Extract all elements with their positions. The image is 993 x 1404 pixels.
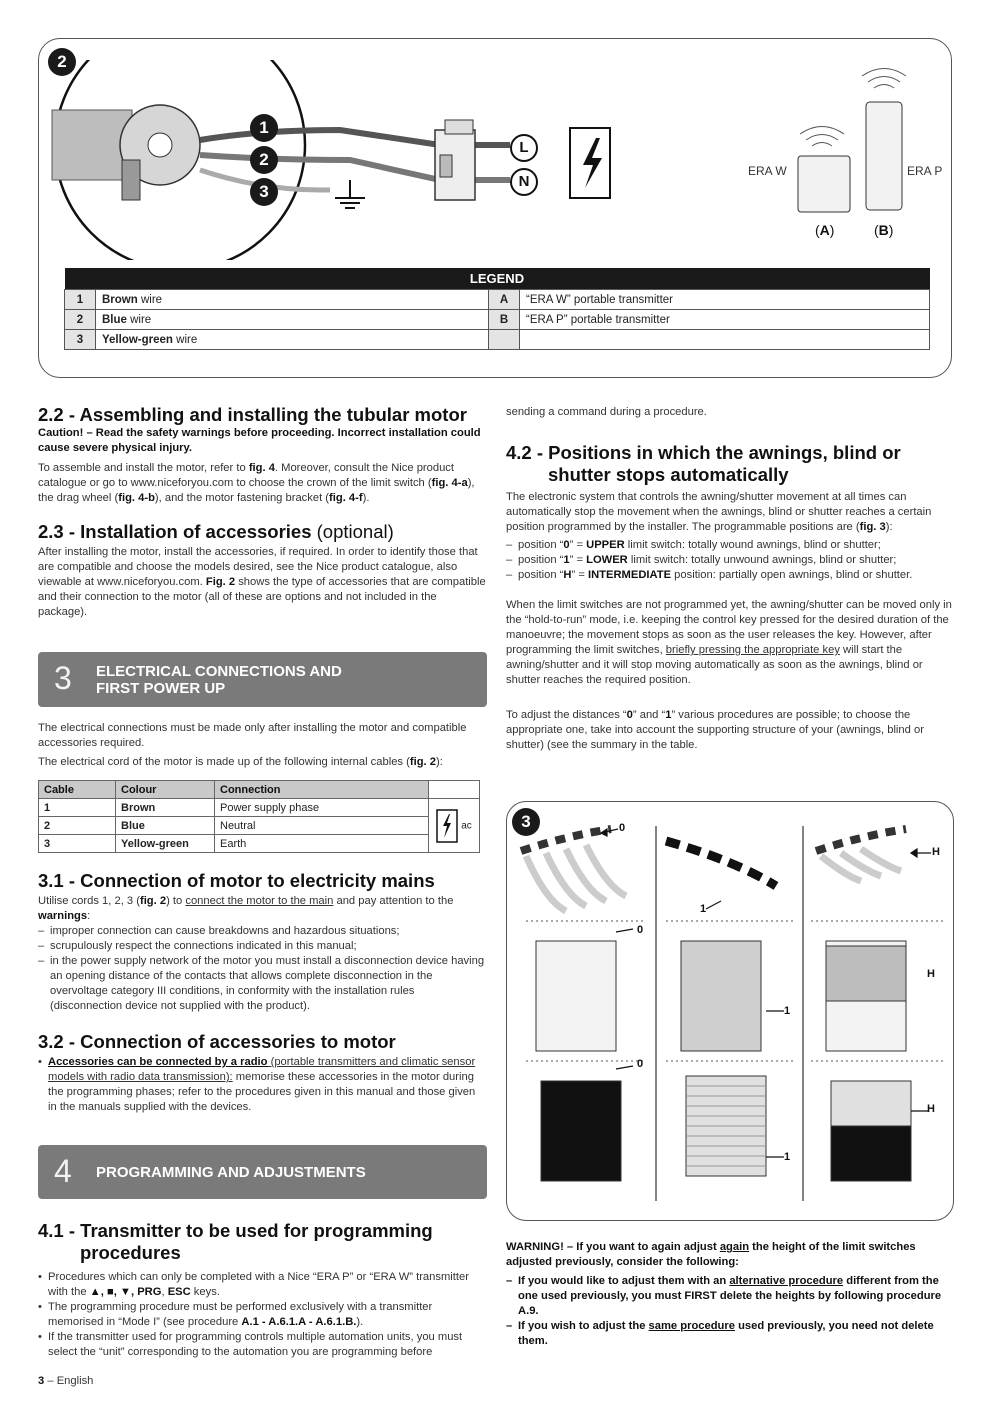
figure-badge: 3 xyxy=(512,808,540,836)
warning-text: WARNING! – If you want to again adjust again the height of the limit switches adjusted previously, consider the following: xyxy=(506,1241,916,1268)
list-item: • Accessories can be connected by a radio (portable transmitters and climatic sensor models with radio data transmission): memorise these accessories in the motor during the programming phases; refer to the procedures given in this manual and those given in the manuals supplied with the devices. xyxy=(38,1055,487,1115)
legend-value: Yellow-green wire xyxy=(96,330,489,350)
section-banner-4 xyxy=(38,1145,487,1199)
paragraph: The electronic system that controls the awning/shutter movement at all times can automatically stop the movement when the awnings, blind or shutter reaches a certain position programmed by the installer. The programmable positions are (fig. 3): xyxy=(506,491,932,533)
list-item: – improper connection can cause breakdowns and hazardous situations; xyxy=(38,924,487,939)
legend-title: LEGEND xyxy=(65,268,930,290)
table-cell: Blue xyxy=(116,817,215,835)
column-header: Cable xyxy=(39,781,116,799)
position-label-1: 1 xyxy=(784,1151,791,1163)
paragraph: To adjust the distances “0” and “1” various procedures are possible; to choose the appropriate one, take into account the supporting structure of your (awnings, blind or shutter) (see the summary in the table. xyxy=(506,709,924,751)
list-item: • Procedures which can only be completed with a Nice “ERA P” or “ERA W” transmitter with the ▲, ■, ▼, PRG, ESC keys. xyxy=(38,1270,487,1300)
section-banner-3 xyxy=(38,652,487,707)
column-header xyxy=(429,781,480,799)
mains-label-n: N xyxy=(510,168,538,196)
section-3-1 xyxy=(38,870,487,1014)
paragraph: To assemble and install the motor, refer to fig. 4. Moreover, consult the Nice product catalogue or go to www.niceforyou.com to choose the crown of the limit switch (fig. 4-a), the drag wheel (fig. 4-b), and the motor fastening bracket (fig. 4-f). xyxy=(38,462,475,504)
section-4-2 xyxy=(506,442,954,753)
list-item: • The programming procedure must be performed exclusively with a transmitter memorised in “Mode I” (see procedure A.1 - A.6.1.A - A.6.1.B.). xyxy=(38,1300,487,1330)
legend-value: “ERA W” portable transmitter xyxy=(520,290,930,310)
table-cell: 3 xyxy=(39,835,116,853)
table-cell: Power supply phase xyxy=(215,799,429,817)
wiring-diagram xyxy=(40,60,660,260)
label-b: (B) xyxy=(874,222,894,238)
wire-number-1: 1 xyxy=(250,114,278,142)
wire-number-2: 2 xyxy=(250,146,278,174)
label-era-w: ERA W xyxy=(748,164,787,178)
banner-number: 3 xyxy=(54,660,72,696)
legend-key: B xyxy=(489,310,520,330)
position-label-0: 0 xyxy=(637,924,644,936)
section-3-intro xyxy=(38,721,487,770)
section-2-2 xyxy=(38,404,487,506)
figure-badge: 2 xyxy=(48,48,76,76)
legend-key: A xyxy=(489,290,520,310)
power-symbol-icon xyxy=(436,809,458,843)
section-title: 4.1 - Transmitter to be used for programming procedures xyxy=(38,1220,433,1263)
section-2-3 xyxy=(38,521,487,620)
legend-row xyxy=(65,290,930,310)
legend-value: Blue wire xyxy=(96,310,489,330)
right-column-top xyxy=(506,405,954,420)
section-4-1 xyxy=(38,1220,487,1360)
legend-table xyxy=(64,268,930,350)
list-item: – position “H” = INTERMEDIATE position: partially open awnings, blind or shutter. xyxy=(506,568,954,583)
legend-row xyxy=(65,310,930,330)
paragraph: The electrical connections must be made only after installing the motor and compatible accessories required. xyxy=(38,722,467,749)
column-header: Connection xyxy=(215,781,429,799)
wire-number-3: 3 xyxy=(250,178,278,206)
section-3-2 xyxy=(38,1031,487,1115)
table-row xyxy=(39,799,480,817)
banner-title: PROGRAMMING AND ADJUSTMENTS xyxy=(96,1164,366,1181)
banner-title: ELECTRICAL CONNECTIONS AND FIRST POWER UP xyxy=(96,663,342,697)
position-label-h: H xyxy=(927,968,935,980)
section-title: 2.2 - Assembling and installing the tubular motor xyxy=(38,404,467,425)
position-list xyxy=(506,538,954,583)
section-title: 3.1 - Connection of motor to electricity mains xyxy=(38,870,435,891)
transmitter-illustrations xyxy=(790,64,910,214)
table-row xyxy=(39,835,480,853)
position-label-h: H xyxy=(927,1103,935,1115)
paragraph: The electrical cord of the motor is made up of the following internal cables (fig. 2): xyxy=(38,756,443,768)
position-label-0: 0 xyxy=(619,822,626,834)
caution-text: Caution! – Read the safety warnings before proceeding. Incorrect installation could cause severe physical injury. xyxy=(38,427,481,454)
legend-value xyxy=(520,330,930,350)
list-item: – position “0” = UPPER limit switch: totally wound awnings, blind or shutter; xyxy=(506,538,954,553)
section-title: 3.2 - Connection of accessories to motor xyxy=(38,1031,396,1052)
legend-key: 1 xyxy=(65,290,96,310)
position-label-1: 1 xyxy=(784,1005,791,1017)
table-cell: Earth xyxy=(215,835,429,853)
page-footer: 3 – English xyxy=(38,1375,94,1387)
position-label-1: 1 xyxy=(700,903,707,915)
label-a: (A) xyxy=(815,222,835,238)
paragraph: Utilise cords 1, 2, 3 (fig. 2) to connect the motor to the main and pay attention to the warnings: xyxy=(38,895,454,922)
list-item: – position “1” = LOWER limit switch: totally unwound awnings, blind or shutter; xyxy=(506,553,954,568)
figure-3-illustration xyxy=(506,801,954,1221)
ac-label: ac xyxy=(461,820,472,831)
legend-key xyxy=(489,330,520,350)
table-cell: 1 xyxy=(39,799,116,817)
list-item: – If you wish to adjust the same procedure used previously, you need not delete them. xyxy=(506,1319,954,1349)
legend-row xyxy=(65,330,930,350)
legend-value: Brown wire xyxy=(96,290,489,310)
table-cell: Brown xyxy=(116,799,215,817)
banner-number: 4 xyxy=(54,1153,72,1189)
table-row xyxy=(39,817,480,835)
list-item: – scrupulously respect the connections indicated in this manual; xyxy=(38,939,487,954)
list-item: • If the transmitter used for programming controls multiple automation units, you must select the “unit” corresponding to the automation you are programming before xyxy=(38,1330,487,1360)
paragraph: When the limit switches are not programmed yet, the awning/shutter can be moved only in the “hold-to-run” mode, i.e. keeping the control key pressed for the desired duration of the manoeuvre; the movement stops as soon as the user releases the key. However, after programming the limit switches, briefly pressing the appropriate key will start the awning/shutter and it will stop moving automatically as soon as the awnings, blind or shutter reaches the required position. xyxy=(506,599,952,686)
section-title: 2.3 - Installation of accessories (optional) xyxy=(38,521,394,542)
paragraph: sending a command during a procedure. xyxy=(506,406,707,418)
table-cell: Neutral xyxy=(215,817,429,835)
table-cell: Yellow-green xyxy=(116,835,215,853)
paragraph: After installing the motor, install the accessories, if required. In order to identify those that are compatible and choose the models desired, see the Nice product catalogue, also viewable at www.niceforyou.com. Fig. 2 shows the type of accessories that are compatible and their connection to the motor (all of these are options and not included in the package). xyxy=(38,546,486,618)
section-title: 4.2 - Positions in which the awnings, blind or shutter stops automatically xyxy=(506,442,901,485)
position-label-0: 0 xyxy=(637,1058,644,1070)
column-header: Colour xyxy=(116,781,215,799)
cable-table xyxy=(38,780,480,853)
list-item: – If you would like to adjust them with an alternative procedure different from the one used previously, you must FIRST delete the heights by following procedure A.9. xyxy=(506,1274,954,1319)
table-cell: 2 xyxy=(39,817,116,835)
mains-label-l: L xyxy=(510,134,538,162)
label-era-p: ERA P xyxy=(907,164,943,178)
list-item: – in the power supply network of the motor you must install a disconnection device having an opening distance of the contacts that allows complete disconnection in the overvoltage category III conditions, in conformity with the installation rules (disconnection device not supplied with the product). xyxy=(38,954,487,1014)
warning-block xyxy=(506,1240,954,1349)
ac-symbol-cell xyxy=(429,799,480,853)
table-header xyxy=(39,781,480,799)
legend-value: “ERA P” portable transmitter xyxy=(520,310,930,330)
position-label-h: H xyxy=(932,846,940,858)
legend-key: 2 xyxy=(65,310,96,330)
legend-key: 3 xyxy=(65,330,96,350)
